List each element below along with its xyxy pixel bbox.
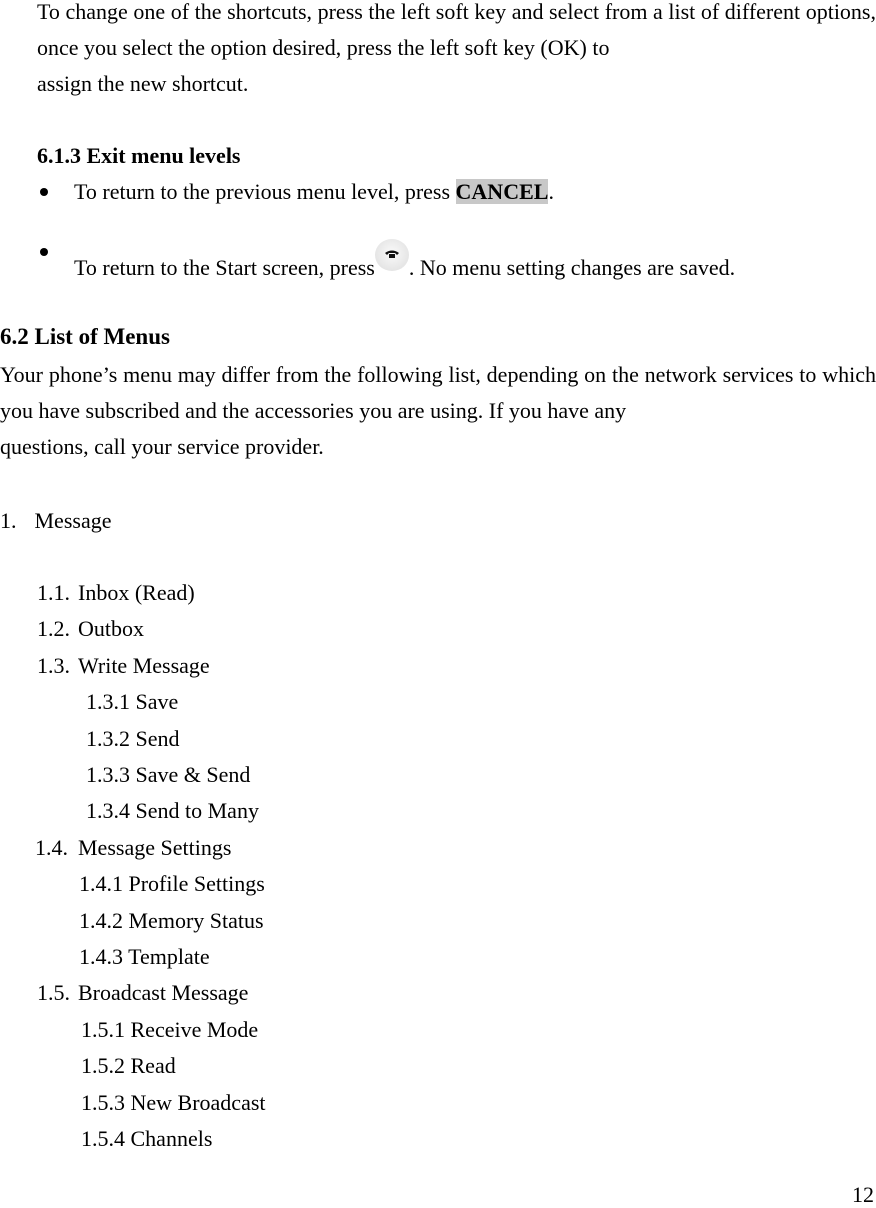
- menu-list-item: 1.5.2 Read: [81, 1053, 176, 1079]
- menu-list-item: 1.3.3 Save & Send: [86, 762, 251, 787]
- menu-list-item: [37, 653, 210, 679]
- menu-label: Outbox: [78, 616, 144, 642]
- menu-number: 1.5.: [37, 980, 70, 1006]
- bullet-end: .: [548, 179, 554, 204]
- bullet-item-start-screen: [74, 239, 735, 281]
- menu-list-item: 1.3.1 Save: [86, 689, 179, 715]
- menu-label: Inbox (Read): [78, 580, 195, 605]
- bullet-icon: [40, 188, 48, 196]
- menu-number: 1.1.: [37, 580, 70, 605]
- menu-number: 1.3.: [37, 652, 70, 678]
- menu-label: Write Message: [78, 652, 210, 678]
- menu-list-item: 1.5.4 Channels: [81, 1126, 213, 1151]
- menu-label: Broadcast Message: [78, 980, 249, 1006]
- menu-number: 1.2.: [37, 616, 70, 642]
- bullet-text: To return to the Start screen, press: [74, 255, 375, 280]
- menu-top-item: [0, 508, 111, 534]
- menu-list-item: 1.5.1 Receive Mode: [81, 1016, 259, 1042]
- intro-paragraph: [37, 0, 876, 102]
- menu-list-item: 1.4.1 Profile Settings: [79, 871, 265, 897]
- intro-text: To change one of the shortcuts, press the left soft key and select from a list of different options, once you select the option desired, press the left soft key (OK) to: [37, 0, 876, 60]
- menu-list-item: [35, 835, 231, 861]
- menu-label: Message Settings: [78, 834, 232, 860]
- bullet-text: To return to the previous menu level, press: [74, 179, 456, 204]
- menu-number: 1.4.: [35, 834, 68, 860]
- paragraph-text: Your phone’s menu may differ from the following list, depending on the network services to which you have subscribed and the accessories you are using. If you have any: [0, 362, 876, 423]
- menu-list-item: 1.3.2 Send: [86, 725, 180, 751]
- menu-label: Message: [34, 508, 112, 533]
- bullet-icon: [40, 248, 48, 256]
- menu-number: 1.: [0, 508, 17, 533]
- cancel-key-label: CANCEL: [455, 179, 549, 204]
- paragraph-last-line: questions, call your service provider.: [0, 434, 324, 459]
- list-of-menus-paragraph: [0, 357, 876, 465]
- menu-list-item: 1.5.3 New Broadcast: [81, 1089, 266, 1115]
- menu-list-item: 1.4.3 Template: [79, 944, 210, 969]
- section-heading-62: 6.2 List of Menus: [0, 324, 170, 349]
- menu-list-item: 1.4.2 Memory Status: [79, 907, 264, 933]
- menu-list-item: 1.3.4 Send to Many: [86, 798, 259, 824]
- page-number: 12: [852, 1182, 874, 1207]
- menu-list-item: [37, 616, 144, 642]
- section-heading-613: 6.1.3 Exit menu levels: [37, 143, 241, 168]
- bullet-item-cancel: [74, 179, 554, 205]
- menu-list-item: [37, 980, 248, 1006]
- menu-list-item: [37, 580, 195, 606]
- intro-last-line: assign the new shortcut.: [37, 71, 249, 96]
- bullet-end: . No menu setting changes are saved.: [408, 255, 736, 280]
- end-call-key-icon: [375, 239, 409, 271]
